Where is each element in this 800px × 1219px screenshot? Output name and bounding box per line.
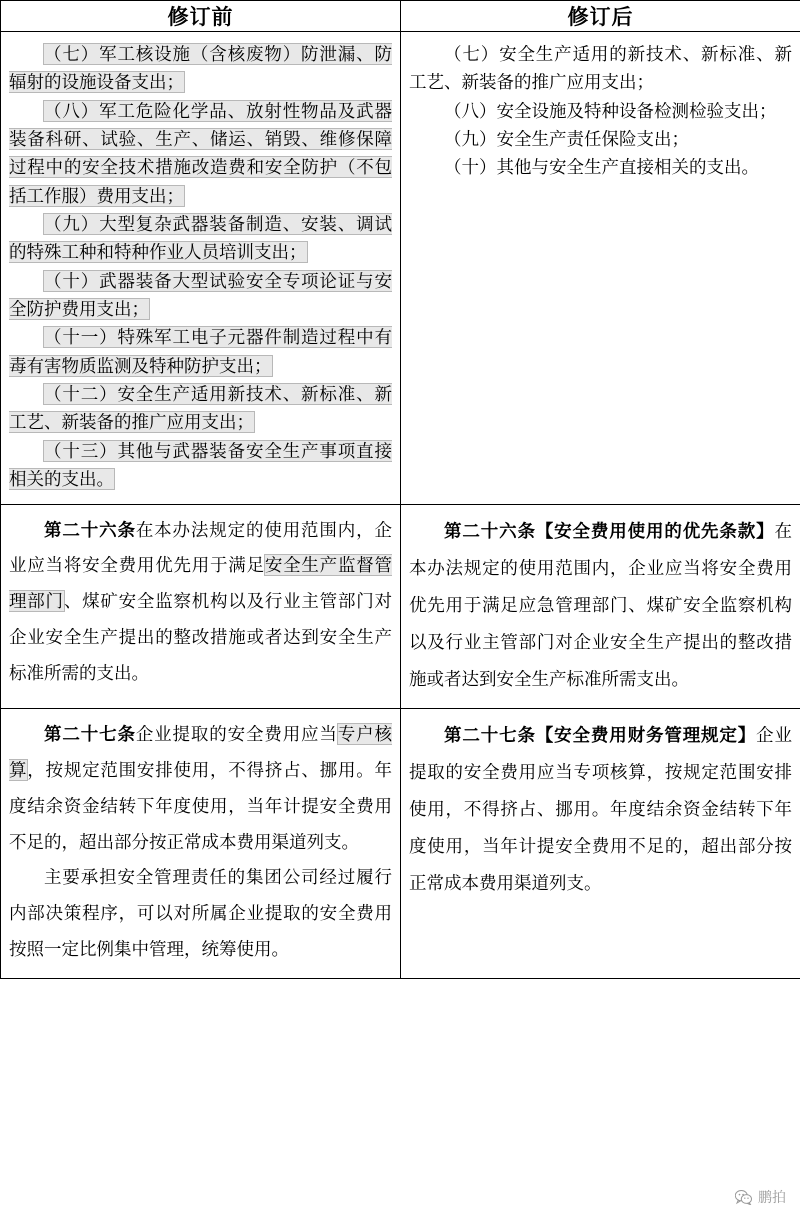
cell-before-article-26 xyxy=(1,504,401,708)
after-article-27-title: 第二十七条【安全费用财务管理规定】 xyxy=(444,724,757,745)
after-article-27-body: 企业提取的安全费用应当专项核算，按规定范围安排使用，不得挤占、挪用。年度结余资金结转下年度使用，当年计提安全费用不足的，超出部分按正常成本费用渠道列支。 xyxy=(409,724,793,894)
before-item-13: （十三）其他与武器装备安全生产事项直接相关的支出。 xyxy=(9,440,392,490)
after-item-8: （八）安全设施及特种设备检测检验支出； xyxy=(444,100,777,121)
after-item-7: （七）安全生产适用的新技术、新标准、新工艺、新装备的推广应用支出； xyxy=(409,44,792,93)
before-article-27-text xyxy=(9,717,392,861)
before-article-26-body-2: 、煤矿安全监察机构以及行业主管部门对企业安全生产提出的整改措施或者达到安全生产标准所需的支出。 xyxy=(9,591,393,683)
after-article-27-text xyxy=(409,717,792,902)
cell-before-items xyxy=(1,32,401,505)
before-article-27-body-2: ，按规定范围安排使用，不得挤占、挪用。年度结余资金结转下年度使用，当年计提安全费用不足的，超出部分按正常成本费用渠道列支。 xyxy=(9,759,393,852)
watermark xyxy=(735,1187,786,1207)
cell-before-article-27 xyxy=(1,708,401,978)
before-item-12: （十二）安全生产适用新技术、新标准、新工艺、新装备的推广应用支出； xyxy=(9,384,392,433)
before-article-27-body-1: 企业提取的安全费用应当 xyxy=(135,723,338,744)
before-article-26-body-1: 在本办法规定的使用范围内，企业应当将安全费用优先用于满足 xyxy=(9,519,393,576)
before-item-9: （九）大型复杂武器装备制造、安装、调试的特殊工种和特种作业人员培训支出； xyxy=(9,214,392,263)
before-article-26-text xyxy=(9,513,392,692)
table-row xyxy=(1,32,800,505)
before-item-10: （十）武器装备大型试验安全专项论证与安全防护费用支出； xyxy=(9,270,392,320)
table-row xyxy=(1,504,800,708)
after-item-9: （九）安全生产责任保险支出； xyxy=(444,129,689,150)
after-item-10: （十）其他与安全生产直接相关的支出。 xyxy=(444,157,759,178)
before-item-7: （七）军工核设施（含核废物）防泄漏、防辐射的设施设备支出； xyxy=(9,44,392,93)
wechat-icon xyxy=(735,1190,752,1205)
before-article-26-title: 第二十六条 xyxy=(44,519,136,540)
column-header-before: 修订前 xyxy=(1,1,401,32)
before-article-27-highlight: 专户核算 xyxy=(9,723,393,780)
before-item-8: （八）军工危险化学品、放射性物品及武器装备科研、试验、生产、储运、销毁、维修保障过程中的安全技术措施改造费和安全防护（不包括工作服）费用支出； xyxy=(9,100,392,206)
before-item-11: （十一）特殊军工电子元器件制造过程中有毒有害物质监测及特种防护支出； xyxy=(9,327,392,376)
cell-after-items xyxy=(401,32,800,505)
before-article-27-title: 第二十七条 xyxy=(44,723,136,744)
after-article-26-body: 在本办法规定的使用范围内，企业应当将安全费用优先用于满足应急管理部门、煤矿安全监察机构以及行业主管部门对企业安全生产提出的整改措施或者达到安全生产标准所需支出。 xyxy=(409,520,792,689)
after-article-26-text xyxy=(409,513,792,698)
before-article-26-highlight: 安全生产监督管理部门 xyxy=(9,555,393,612)
table-header-row xyxy=(1,1,800,32)
table-row xyxy=(1,708,800,978)
before-article-27-paragraph-2: 主要承担安全管理责任的集团公司经过履行内部决策程序，可以对所属企业提取的安全费用按照一定比例集中管理，统筹使用。 xyxy=(9,867,392,960)
watermark-text: 鹏拍 xyxy=(758,1189,786,1205)
cell-after-article-27 xyxy=(401,708,800,978)
column-header-after: 修订后 xyxy=(401,1,800,32)
after-article-26-title: 第二十六条【安全费用使用的优先条款】 xyxy=(444,520,775,541)
cell-after-article-26 xyxy=(401,504,800,708)
